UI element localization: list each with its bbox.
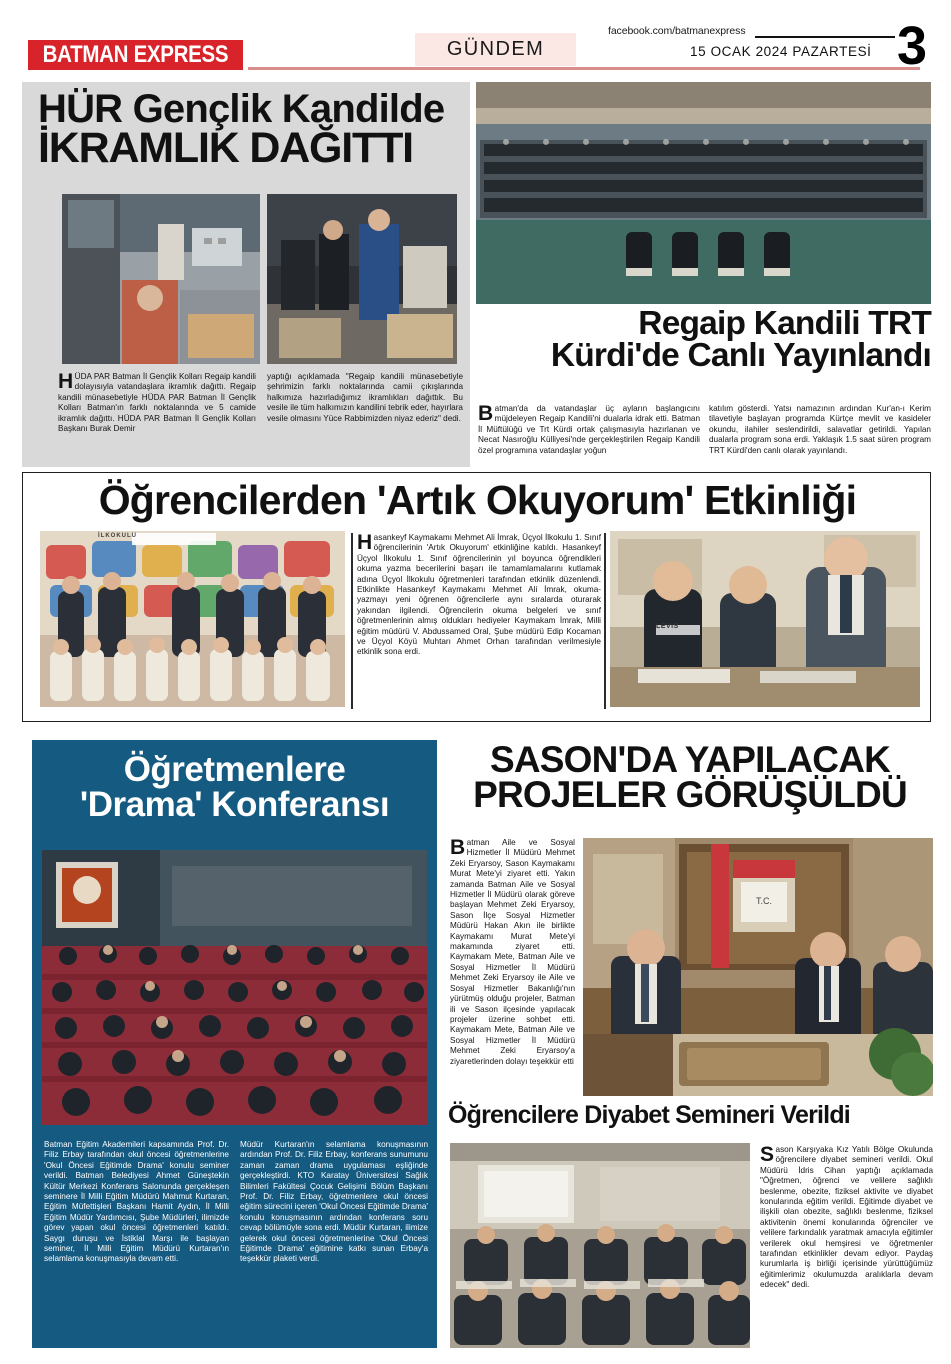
headline-artik-okuyorum: Öğrencilerden 'Artık Okuyorum' Etkinliği bbox=[98, 477, 857, 523]
photo-kaymakam-ogrenciler bbox=[610, 531, 920, 707]
photo-regaip-graphic bbox=[476, 82, 931, 304]
headline-line-1: SASON'DA YAPILACAK bbox=[489, 739, 891, 780]
headline-regaip-kandili bbox=[476, 305, 931, 374]
photo-ilkokul-grup bbox=[40, 531, 345, 707]
body-drama-col2: Müdür Kurtaran'ın selamlama konuşmasının ardından Prof. Dr. Filiz Erbay, konferans sunumunu zaman zaman drama uygulaması eşliğinde gerçekleştirdi. KTO Karatay Üniversitesi Sağlık Bilimleri Fakültesi Çocuk Gelişimi Bölüm Başkanı Prof. Dr. Filiz Erbay, öğretmenlere okul öncesi eğitim sürecini içeren 'Okul Öncesi Eğitimde Drama' konulu konuşmasının ardından konferans soru cevap bölümüyle sona erdi. Müdür Kurtaran, ilimize gelerek okul öncesi öğretmenlerine 'Okul Öncesi Eğitimde Drama' eğitimine katkı sunan Erbay'a teşekkür plaketi verdi. bbox=[240, 1140, 428, 1264]
masthead-rule bbox=[248, 67, 920, 70]
body-hur-genclik-col2: yaptığı açıklamada "Regaip kandili münasebetiyle şehrimizin farklı noktalarında camii çıkışlarında halkımıza hazırladığımız ikramlıkları dağıttık. Bu vesile ile tüm halkımızın kandilini tebrik eder, hayırlara vesile olmasını Yüce Rabbimizden niyaz ederiz" dedi. bbox=[267, 372, 463, 423]
body-regaip-col1: Batman'da da vatandaşlar üç ayların başlangıcını müjdeleyen Regaip Kandili'ni dualarla idrak etti. Batman İl Müftülüğü ve Trt Kürdi ortak çalışmasıyla hazırlanan ve Necat Nasıroğlu Külliyesi'nde gerçekleştirilen Regaip Kandili özel programına vatandaşlar yoğun bbox=[478, 402, 700, 455]
photo-konferans-graphic bbox=[42, 850, 427, 1125]
column-rule-right bbox=[604, 533, 606, 709]
section-label: GÜNDEM bbox=[446, 38, 545, 60]
masthead bbox=[0, 0, 951, 80]
photo-genclik-graphic bbox=[267, 194, 457, 364]
headline-line-2: 'Drama' Konferansı bbox=[79, 785, 390, 824]
body-hur-genclik-col1: HÜDA PAR Batman İl Gençlik Kolları Regaip kandili dolayısıyla vatandaşlara ikramlık dağıttı. Regaip kandili münasebetiyle HÜDA PAR Batman İl Gençlik Kolları Batman'ın farklı noktalarında ve 5 camide ikramlık dağıttı. HÜDA PAR Batman İl Gençlik Kolları Başkanı Burak Demir bbox=[58, 370, 256, 434]
photo-ikramlik-graphic bbox=[62, 194, 260, 364]
headline-line-2: PROJELER GÖRÜŞÜLDÜ bbox=[473, 774, 907, 816]
photo-sign-text: T.C. bbox=[755, 896, 773, 906]
date-rule bbox=[755, 36, 895, 38]
photo-diyabet-graphic bbox=[450, 1143, 750, 1348]
photo-ikramlik-dagitimi bbox=[62, 194, 260, 364]
newspaper-logo-text: BATMAN EXPRESS bbox=[42, 40, 229, 68]
publication-date: 15 OCAK 2024 PAZARTESİ bbox=[690, 44, 872, 59]
page-number: 3 bbox=[897, 16, 928, 76]
photo-konferans-salonu bbox=[42, 850, 427, 1125]
column-rule-left bbox=[351, 533, 353, 709]
body-drama-col1: Batman Eğitim Akademileri kapsamında Prof. Dr. Filiz Erbay tarafından okul öncesi öğretmenlerine 'Okul Öncesi Eğitimde Drama' konulu seminer verildi. Batman Belediyesi Ahmet Güneştekin Kültür Merkezi Konferans Salonunda gerçekleşen seminere İl Milli Eğitim Müdürü Mahmut Kurtaran, Eğitim Müfettişleri Başkanı Hamit Aydın, İl Milli Eğitim Müdür Yardımcısı, Şube Müdürleri, ilimizde görev yapan okul öncesi öğretmenleri katıldı. Saygı duruşu ve İstiklal Marşı ile başlayan seminer, İl Milli Eğitim Müdürü Kurtaran'ın selamlama konuşmasıyla devam etti. bbox=[44, 1140, 229, 1264]
photo-kaymakamlik-ziyaret bbox=[583, 838, 933, 1096]
headline-hur-genclik bbox=[38, 87, 458, 172]
headline-line-2: Kürdi'de Canlı Yayınlandı bbox=[550, 336, 931, 374]
headline-line-1: Regaip Kandili TRT bbox=[638, 305, 931, 342]
photo-kaymakamlik-graphic bbox=[583, 838, 933, 1096]
body-artik-okuyorum: Hasankeyf Kaymakamı Mehmet Ali İmrak, Üçyol İlkokulu 1. Sınıf öğrencilerinin 'Artık Okuyorum' etkinliğine katıldı. Hasankeyf Üçyol İlkokulu 1. Sınıf öğrencilerinin yıl boyunca öğrendikleri okuma yazma becerilerini başarı ile tamamlamalarını kutlamak adına Üçyol İlkokulu öğretmenleri tarafından etkinlik düzenlendi. Etkinlikte Hasankeyf Kaymakamı Mehmet Ali İmrak, okuma-yazmayı yeni öğrenen öğrencilerle aynı sıralarda oturarak yakından ilgilendi. Öğrencilerin okuma belgeleri ve sınıf öğretmenlerinin almış oldukları hediyeler Kaymakam İmrak, Milli eğitim müdürü V. Abdussamed Oral, Şube müdürü Edip Kocaman ve Üçyol Köyü Muhtarı Ahmet Orhan tarafından verilmesiyle etkinlik sona erdi. bbox=[357, 531, 601, 657]
newspaper-logo bbox=[28, 40, 243, 70]
photo-kaymakam-graphic bbox=[610, 531, 920, 707]
headline-line-1: Öğretmenlere bbox=[123, 750, 346, 789]
photo-ilkokul-graphic bbox=[40, 531, 345, 707]
facebook-url: facebook.com/batmanexpress bbox=[608, 25, 746, 37]
headline-diyabet-semineri: Öğrencilere Diyabet Semineri Verildi bbox=[448, 1101, 850, 1129]
body-regaip-col2: katılım gösterdi. Yatsı namazının ardından Kur'an-ı Kerim tilavetiyle başlayan programda Kürtçe mevlit ve kasideler okundu, ilahiler seslendirildi, salavatlar getirildi. Yapılan dualarla program sona erdi. Yaklaşık 1.5 saat süren program TRT Kürdi'den canlı olarak yayınlandı. bbox=[709, 404, 931, 455]
section-badge bbox=[415, 33, 576, 66]
photo-caption-levis: LEVIS bbox=[656, 623, 679, 630]
headline-drama-konferansi bbox=[32, 752, 437, 822]
headline-sason-projeler bbox=[448, 739, 932, 816]
photo-caption-ilkokulu: İLKOKULU bbox=[98, 533, 137, 539]
headline-line-1: HÜR Gençlik Kandilde bbox=[38, 87, 445, 131]
article-hur-genclik bbox=[22, 82, 470, 467]
photo-genclik-kollari bbox=[267, 194, 457, 364]
headline-line-2: İKRAMLIK DAĞITTI bbox=[38, 124, 413, 172]
photo-regaip-kandili bbox=[476, 82, 931, 304]
body-diyabet-semineri: Sason Karşıyaka Kız Yatılı Bölge Okulunda öğrencilere diyabet semineri verildi. Okul Müdürü İdris Cihan yaptığı açıklamada "Öğretmen, öğrenci ve velilere sağlıklı beslenme, obezite, fiziksel aktivite ve diyabet konularında eğitim verildi. Eğitimde diyabet ve ilişkili olan obezite, sağlıklı beslenme, fiziksel aktivitenin önemi konularında öğrenciler ve velilere farkındalık yaratmak amacıyla eğitimler verilerek okul hemşiresi ve öğretmenler tarafından etkinlikler devam ediyor. Paydaş kurumlarla iş birliği içerisinde yürüttüğümüz eğitimlerimiz okulumuzda aralıklarla devam edecek" dedi. bbox=[760, 1143, 933, 1290]
body-sason-projeler: Batman Aile ve Sosyal Hizmetler İl Müdürü Mehmet Zeki Eryarsoy, Sason Kaymakamı Murat Mete'yi ziyaret etti. Yakın zamanda Batman Aile ve Sosyal Hizmetler İl Müdürü olarak göreve başlayan Mehmet Zeki Eryarsoy, Sason İlçe Sosyal Hizmetler Müdürü Hakan Akın ile birlikte Kaymakamı Murat Mete'yi makamında ziyaret etti. Kaymakam Mete, Batman Aile ve Sosyal Hizmetler İl Müdürü Mehmet Zeki Eryarsoy ile Aile ve Sosyal Hizmetler Bakanlığı'nın yürütmüş olduğu projeler, Batman ili ve Sason ilçesinde yapılacak projeler üzerine sohbet etti. Kaymakam Mete, Batman Aile ve Sosyal Hizmetler İl Müdürü Mehmet Zeki Eryarsoy'a ziyaretlerinden dolayı teşekkür etti bbox=[450, 836, 575, 1066]
photo-diyabet-semineri bbox=[450, 1143, 750, 1348]
